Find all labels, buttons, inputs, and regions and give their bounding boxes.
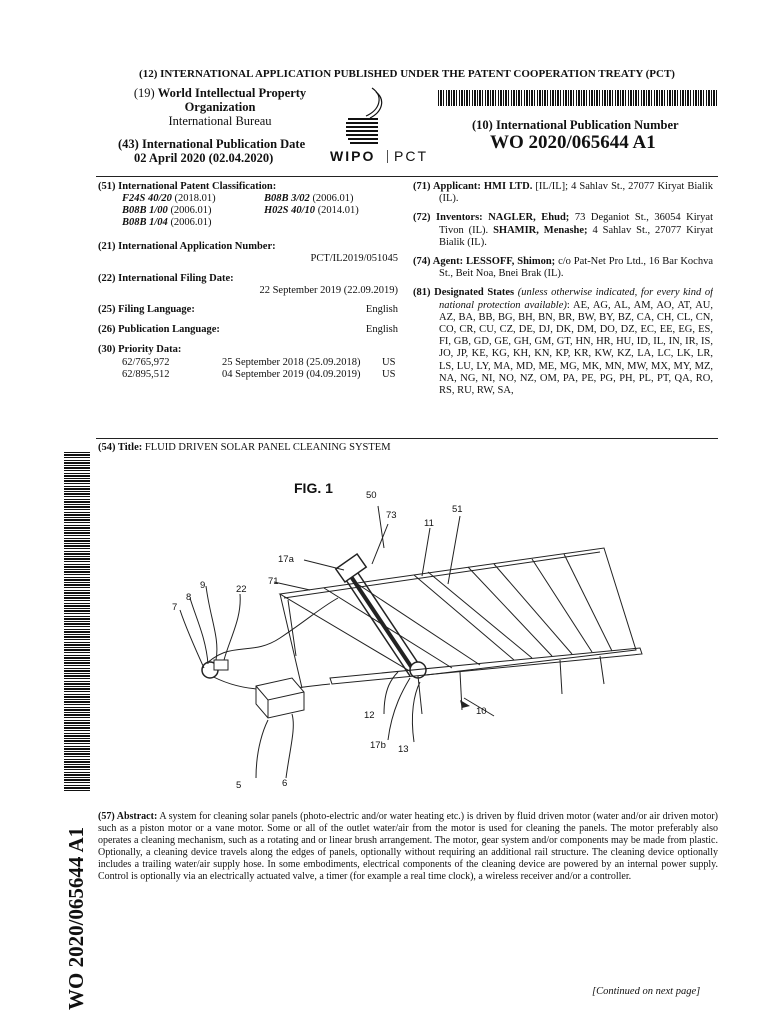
logo-wipo-text: WIPO [330, 148, 376, 164]
continued-note: [Continued on next page] [592, 986, 701, 997]
wipo-logo [328, 82, 440, 172]
priority-date: 25 September 2018 (25.09.2018) [222, 356, 361, 368]
filing-language-row [98, 304, 398, 316]
ref-label: 7 [172, 602, 178, 613]
filing-date-value: 22 September 2019 (22.09.2019) [259, 284, 398, 296]
pub-number-label: (10) International Publication Number [472, 118, 679, 132]
wipo-org-block [120, 86, 320, 128]
ref-label: 12 [364, 710, 375, 721]
ref-label: 51 [452, 504, 463, 515]
class-year: (2006.01) [170, 217, 212, 229]
abstract-text: A system for cleaning solar panels (photo-electric and/or water heating etc.) is driven by fluid driven motor (water and/or air driven motor) such as a piston motor or a vane motor. Some or all of the outlet water/air from the motor is used for cleaning the panels. The motor preferably also operates a cleaning mechanism, such as a rotating and or linear brush arrangement. The motor, gear system and/or components may be made from plastic. Optionally, a cleaning device travels along the edges of panels, optionally without requiring an additional rail structure. The cleaning device optionally includes a trailing water/air supply hose. In some embodiments, electrical components of the cleaning device are powered by an internal power supply. Control is optionally via an electrically actuated valve, a timer (for example a real time clock), a wireless receiver and/or a controller. [98, 811, 718, 882]
org-code: (19) [133, 86, 155, 100]
priority-number: 62/765,972 [122, 356, 170, 368]
inventor-name: NAGLER, Ehud; [488, 212, 570, 224]
applicant-label: (71) Applicant: [413, 181, 481, 192]
priority-label: (30) Priority Data: [98, 344, 182, 356]
org-bureau: International Bureau [168, 114, 272, 128]
inventor-address: 4 Sahlav St., 27077 Kiryat Bialik (IL). [439, 224, 714, 248]
side-barcode [64, 452, 90, 792]
ref-label: 6 [282, 778, 288, 789]
ref-label: 13 [398, 744, 409, 755]
left-column [98, 181, 398, 383]
title-row [98, 442, 391, 454]
filing-date-label: (22) International Filing Date: [98, 272, 234, 284]
pub-language-row [98, 324, 398, 336]
class-code: H02S 40/10 [264, 205, 316, 217]
ref-label: 10 [476, 706, 487, 717]
agent-name: LESSOFF, Shimon; [466, 256, 556, 268]
designated-states-block [413, 287, 713, 409]
class-year: (2006.01) [170, 205, 212, 217]
figure-caption: FIG. 1 [294, 480, 333, 496]
ref-label: 11 [424, 518, 434, 529]
right-column [413, 181, 713, 409]
abstract [98, 811, 718, 883]
abstract-label: (57) Abstract: [98, 811, 158, 822]
filing-lang-label: (25) Filing Language: [98, 304, 195, 316]
applicant-name: HMI LTD. [483, 181, 533, 192]
classification-label: (51) International Patent Classification: [98, 181, 277, 192]
classification-list [98, 193, 398, 241]
applicant-block [413, 181, 713, 205]
ref-label: 22 [236, 584, 247, 595]
agent-block [413, 256, 713, 280]
pub-date-value: 02 April 2020 (02.04.2020) [134, 151, 274, 165]
ref-label: 9 [200, 580, 206, 591]
pub-lang-value: English [365, 324, 398, 336]
title-label: (54) Title: [98, 442, 143, 453]
app-number-label: (21) International Application Number: [98, 241, 276, 253]
class-year: (2014.01) [317, 205, 359, 217]
ref-label: 17b [370, 740, 386, 751]
filing-lang-value: English [365, 304, 398, 316]
class-code: B08B 1/04 [122, 217, 168, 229]
title-value: FLUID DRIVEN SOLAR PANEL CLEANING SYSTEM [144, 442, 391, 453]
header-divider [96, 176, 718, 177]
org-name-line1: World Intellectual Property [157, 86, 307, 100]
ref-label: 5 [236, 780, 242, 791]
agent-label: (74) Agent: [413, 256, 464, 268]
figure-drawing [160, 488, 670, 798]
org-name-line2: Organization [184, 100, 256, 114]
logo-pct-text: PCT [394, 148, 428, 164]
priority-country: US [382, 368, 396, 380]
priority-number: 62/895,512 [122, 368, 170, 380]
ref-label: 73 [386, 510, 397, 521]
app-number-value: PCT/IL2019/051045 [310, 253, 398, 265]
designated-states-list: : AE, AG, AL, AM, AO, AT, AU, AZ, BA, BB, BG, BH, BN, BR, BW, BY, BZ, CA, CH, CL, CN, CO, CR, CU, CZ, DE, DJ, DK, DM, DO, DZ, EC, EE, EG, ES, FI, GB, GD, GE, GH, GM, GT, HN, HR, HU, ID, IL, IN, IR, IS, JO, JP, KE, KG, KH, KN, KP, KR, KW, KZ, LA, LC, LK, LR, LS, LU, LY, MA, MD, ME, MG, MK, MN, MW, MX, MY, MZ, NA, NG, NI, NO, NZ, OM, PA, PE, PG, PH, PL, PT, QA, RO, RS, RU, RW, SA, [439, 299, 713, 397]
applicant-address: [IL/IL]; 4 Sahlav St., 27077 Kiryat Bialik (IL). [439, 181, 713, 205]
inventors-block [413, 212, 713, 249]
title-divider [96, 438, 718, 439]
treaty-line: (12) INTERNATIONAL APPLICATION PUBLISHED UNDER THE PATENT COOPERATION TREATY (PCT) [139, 68, 675, 80]
class-year: (2006.01) [312, 193, 354, 205]
top-barcode [438, 90, 718, 106]
designated-states-label: (81) Designated States [413, 287, 515, 299]
agent-address: c/o Pat-Net Pro Ltd., 16 Bar Kochva St., Beit Noa, Bnei Brak (IL). [439, 256, 713, 280]
inventor-name: SHAMIR, Menashe; [493, 224, 588, 236]
class-year: (2018.01) [174, 193, 216, 205]
class-code: B08B 1/00 [122, 205, 168, 217]
designated-states-note: (unless otherwise indicated, for every kind of national protection available) [439, 287, 713, 311]
ref-label: 8 [186, 592, 192, 603]
priority-country: US [382, 356, 396, 368]
inventors-label: (72) Inventors: [413, 212, 483, 224]
class-code: B08B 3/02 [264, 193, 310, 205]
ref-label: 17a [278, 554, 294, 565]
pub-lang-label: (26) Publication Language: [98, 324, 220, 336]
side-publication-label: WO 2020/065644 A1 [64, 826, 88, 1010]
inventor-address: 73 Deganiot St., 36054 Kiryat Tivon (IL). [439, 212, 713, 236]
ref-label: 71 [268, 576, 279, 587]
priority-list [98, 357, 398, 383]
logo-divider: | [386, 148, 390, 164]
pub-number-value: WO 2020/065644 A1 [490, 132, 656, 153]
ref-label: 50 [366, 490, 377, 501]
solar-panel-cleaner-drawing [160, 488, 670, 798]
class-code: F24S 40/20 [122, 193, 172, 205]
pub-date-label: (43) International Publication Date [118, 137, 306, 151]
priority-date: 04 September 2019 (04.09.2019) [222, 368, 361, 380]
